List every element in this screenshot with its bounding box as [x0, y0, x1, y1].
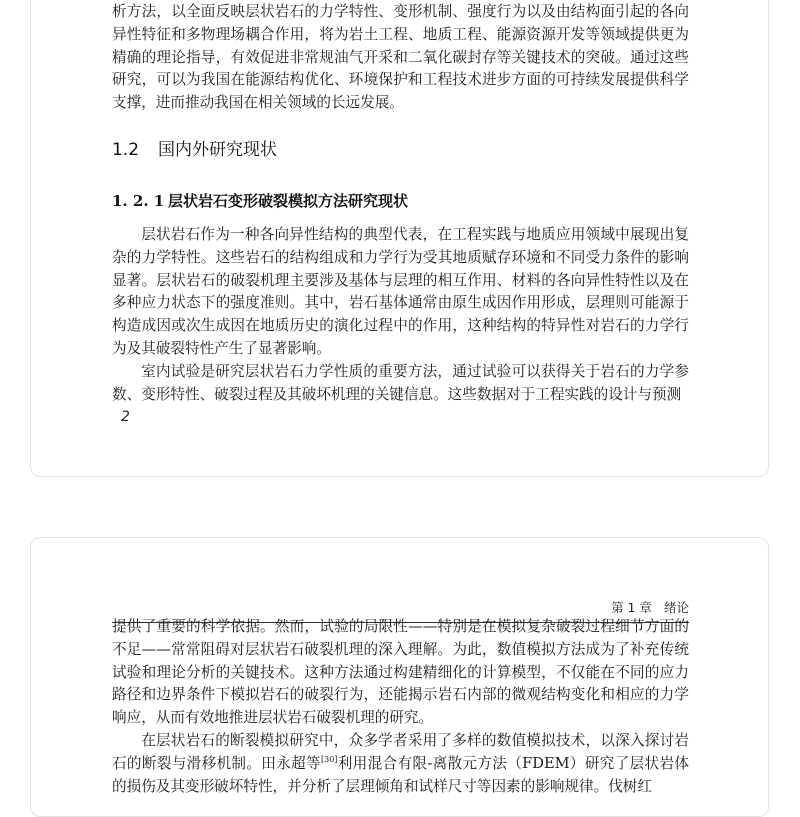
paragraph: 室内试验是研究层状岩石力学性质的重要方法，通过试验可以获得关于岩石的力学参数、变形特性、破裂过程及其破坏机理的关键信息。这些数据对于工程实践的设计与预测	[112, 362, 689, 403]
section-heading	[112, 135, 277, 160]
paragraph	[112, 730, 689, 798]
page-content	[112, 1, 689, 115]
citation-link[interactable]: [30]	[321, 754, 338, 764]
section-number: 1.2	[112, 140, 140, 160]
paragraph: 提供了重要的科学依据。然而，试验的局限性——特别是在模拟复杂破裂过程细节方面的不足——常常阻碍对层状岩石破裂机理的深入理解。为此，数值模拟方法成为了补充传统试验和理论分析的关键技术。这种方法通过构建精细化的计算模型，不仅能在不同的应力路径和边界条件下模拟岩石的破裂行为，还能揭示岩石内部的微观结构变化和相应的力学响应，从而有效地推进层状岩石破裂机理的研究。	[112, 618, 689, 727]
paragraph-text: 在层状岩石的断裂模拟研究中，众多学者采用了多样的数值模拟技术，以深入探讨岩石的断裂与滑移机制。田永超等	[112, 731, 689, 772]
subsection-number: 1. 2. 1	[112, 192, 165, 210]
section-title: 国内外研究现状	[158, 140, 277, 160]
paragraph: 析方法，以全面反映层状岩石的力学特性、变形机制、强度行为以及由结构面引起的各向异性特征和多物理场耦合作用，将为岩土工程、地质工程、能源资源开发等领域提供更为精确的理论指导，有效促进非常规油气开采和二氧化碳封存等关键技术的突破。通过这些研究，可以为我国在能源结构优化、环境保护和工程技术进步方面的可持续发展提供科学支撑，进而推动我国在相关领域的长远发展。	[112, 3, 689, 112]
paragraph: 层状岩石作为一种各向异性结构的典型代表，在工程实践与地质应用领域中展现出复杂的力学特性。这些岩石的结构组成和力学行为受其地质赋存环境和不同受力条件的影响显著。层状岩石的破裂机理主要涉及基体与层理的相互作用、材料的各向异性特性以及在多种应力状态下的强度准则。其中，岩石基体通常由原生成因作用形成，层理则可能源于构造成因或次生成因在地质历史的演化过程中的作用，这种结构的特异性对岩石的力学行为及其破裂特性产生了显著影响。	[112, 226, 689, 357]
page-number: 2	[121, 409, 130, 425]
chapter-label: 第 1 章	[611, 600, 652, 615]
subsection-heading	[112, 190, 408, 211]
subsection-title: 层状岩石变形破裂模拟方法研究现状	[168, 192, 409, 210]
paragraph-text: 利用混合有限-离散元方法（FDEM）研究了层状岩体的损伤及其变形破坏特性，并分析了层理倾角和试样尺寸等因素的影响规律。伐树红	[112, 754, 689, 795]
page-content	[112, 616, 689, 798]
chapter-title: 绪论	[663, 600, 689, 615]
document-page	[30, 537, 769, 817]
document-page	[30, 0, 769, 477]
page-content	[112, 224, 689, 406]
